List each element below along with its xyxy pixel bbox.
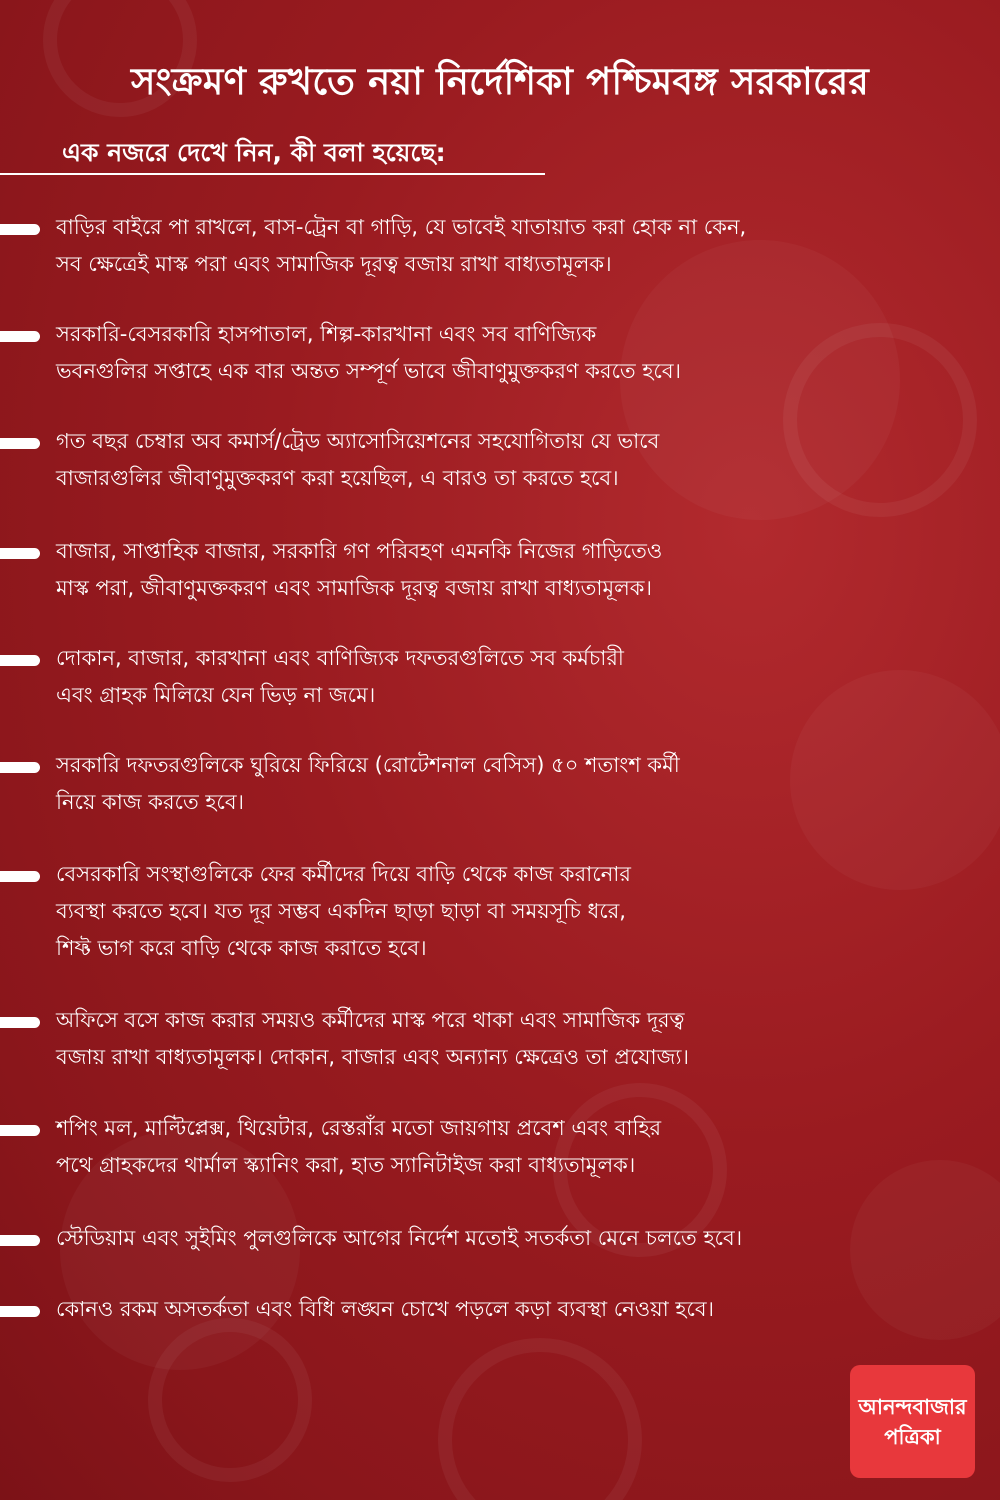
bullet-bar-icon	[0, 548, 40, 559]
guideline-text: সরকারি-বেসরকারি হাসপাতাল, শিল্প-কারখানা এবং সব বাণিজ্যিক ভবনগুলির সপ্তাহে এক বার অন্তত সম্পূর্ণ ভাবে জীবাণুমুক্তকরণ করতে হবে।	[56, 322, 682, 383]
logo-line-2: পত্রিকা	[884, 1424, 941, 1449]
bullet-bar-icon	[0, 438, 40, 449]
bullet-bar-icon	[0, 331, 40, 342]
bullet-bar-icon	[0, 1235, 40, 1246]
bullet-bar-icon	[0, 655, 40, 666]
guideline-text: কোনও রকম অসতর্কতা এবং বিধি লঙ্ঘন চোখে পড়লে কড়া ব্যবস্থা নেওয়া হবে।	[56, 1297, 715, 1321]
bullet-bar-icon	[0, 871, 40, 882]
guideline-text: বেসরকারি সংস্থাগুলিকে ফের কর্মীদের দিয়ে বাড়ি থেকে কাজ করানোর ব্যবস্থা করতে হবে। যত দূর সম্ভব একদিন ছাড়া ছাড়া বা সময়সূচি ধরে, শিফ্ট ভাগ করে বাড়ি থেকে কাজ করাতে হবে।	[56, 862, 631, 960]
guideline-text: বাজার, সাপ্তাহিক বাজার, সরকারি গণ পরিবহণ এমনকি নিজের গাড়িতেও মাস্ক পরা, জীবাণুমক্তকরণ এবং সামাজিক দূরত্ব বজায় রাখা বাধ্যতামূলক।	[56, 539, 663, 600]
guideline-text: সরকারি দফতরগুলিকে ঘুরিয়ে ফিরিয়ে (রোটেশনাল বেসিস) ৫০ শতাংশ কর্মী নিয়ে কাজ করতে হবে।	[56, 753, 680, 814]
bullet-bar-icon	[0, 1125, 40, 1136]
page-title: সংক্রমণ রুখতে নয়া নির্দেশিকা পশ্চিমবঙ্গ সরকারের	[131, 60, 869, 103]
guideline-text: স্টেডিয়াম এবং সুইমিং পুলগুলিকে আগের নির্দেশ মতোই সতর্কতা মেনে চলতে হবে।	[56, 1226, 743, 1250]
bullet-bar-icon	[0, 1306, 40, 1317]
anandabazar-logo	[850, 1365, 975, 1478]
bullet-bar-icon	[0, 762, 40, 773]
subtitle: এক নজরে দেখে নিন, কী বলা হয়েছে:	[62, 138, 446, 167]
bullet-bar-icon	[0, 1017, 40, 1028]
guideline-text: বাড়ির বাইরে পা রাখলে, বাস-ট্রেন বা গাড়ি, যে ভাবেই যাতায়াত করা হোক না কেন, সব ক্ষেত্রেই মাস্ক পরা এবং সামাজিক দূরত্ব বজায় রাখা বাধ্যতামূলক।	[56, 215, 747, 276]
guideline-text: গত বছর চেম্বার অব কমার্স/ট্রেড অ্যাসোসিয়েশনের সহযোগিতায় যে ভাবে বাজারগুলির জীবাণুমুক্তকরণ করা হয়েছিল, এ বারও তা করতে হবে।	[56, 429, 660, 490]
logo-line-1: আনন্দবাজার	[858, 1394, 967, 1419]
guideline-text: শপিং মল, মাল্টিপ্লেক্স, থিয়েটার, রেস্তরাঁর মতো জায়গায় প্রবেশ এবং বাহির পথে গ্রাহকদের থার্মাল স্ক্যানিং করা, হাত স্যানিটাইজ করা বাধ্যতামূলক।	[56, 1116, 662, 1177]
guideline-text: দোকান, বাজার, কারখানা এবং বাণিজ্যিক দফতরগুলিতে সব কর্মচারী এবং গ্রাহক মিলিয়ে যেন ভিড় না জমে।	[56, 646, 624, 707]
bullet-bar-icon	[0, 224, 40, 235]
guideline-text: অফিসে বসে কাজ করার সময়ও কর্মীদের মাস্ক পরে থাকা এবং সামাজিক দূরত্ব বজায় রাখা বাধ্যতামূলক। দোকান, বাজার এবং অন্যান্য ক্ষেত্রেও তা প্রযোজ্য।	[56, 1008, 689, 1069]
subtitle-divider	[0, 173, 545, 175]
